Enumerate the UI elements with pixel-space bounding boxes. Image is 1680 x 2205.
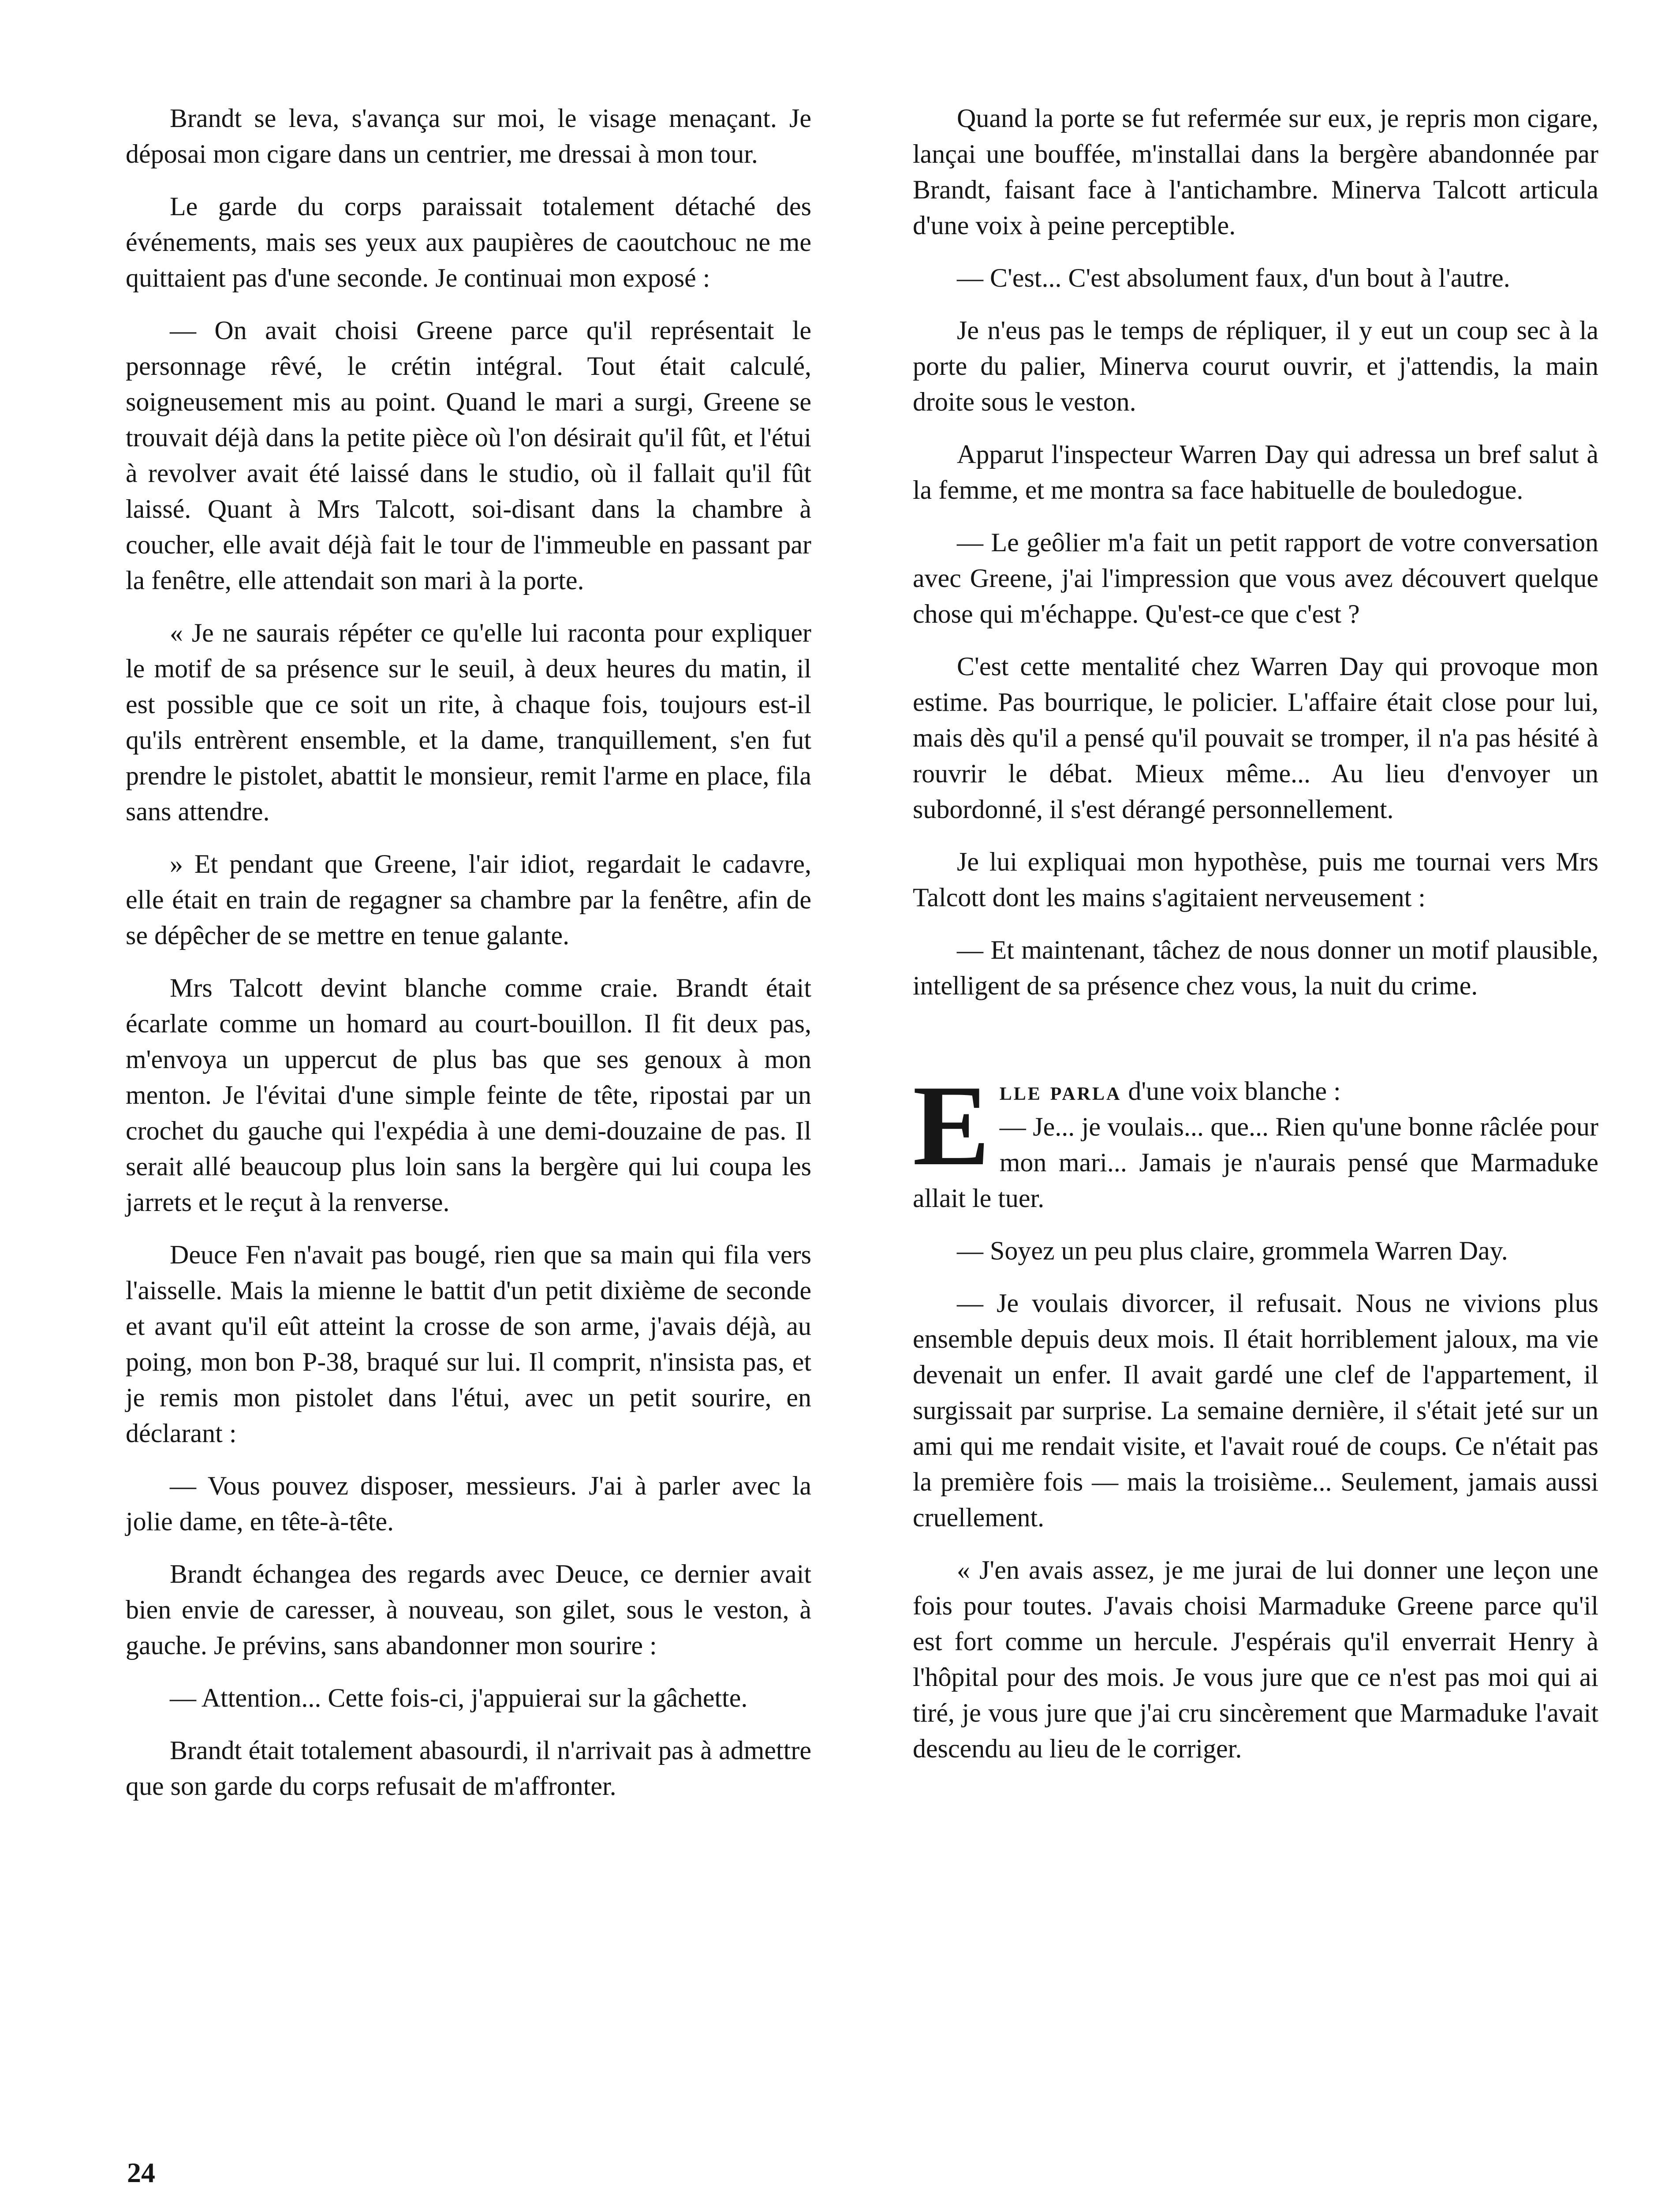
right-column	[913, 101, 1598, 1783]
paragraph: — Le geôlier m'a fait un petit rapport de votre conversation avec Greene, j'ai l'impression que vous avez découvert quelque chose qui m'échappe. Qu'est-ce que c'est ?	[913, 528, 1598, 628]
section-break	[913, 1020, 1598, 1073]
paragraph: « Je ne saurais répéter ce qu'elle lui raconta pour expliquer le motif de sa présence sur le seuil, à deux heures du matin, il est possible que ce soit un rite, à chaque fois, toujours est-il qu'ils entrèrent ensemble, et la dame, tranquillement, s'en fut prendre le pistolet, abattit le monsieur, remit l'arme en place, fila sans attendre.	[126, 618, 811, 826]
paragraph: Brandt échangea des regards avec Deuce, ce dernier avait bien envie de caresser, à nouveau, son gilet, sous le veston, à gauche. Je prévins, sans abandonner mon sourire :	[126, 1559, 811, 1660]
paragraph: — Je voulais divorcer, il refusait. Nous ne vivions plus ensemble depuis deux mois. Il était horriblement jaloux, ma vie devenait un enfer. Il avait gardé une clef de l'appartement, il surgissait par surprise. La semaine dernière, il s'était jeté sur un ami qui me rendait visite, et l'avait roué de coups. Ce n'était pas la première fois — mais la troisième... Seulement, jamais aussi cruellement.	[913, 1289, 1598, 1532]
paragraph: Le garde du corps paraissait totalement détaché des événements, mais ses yeux aux paupières de caoutchouc ne me quittaient pas d'une seconde. Je continuai mon exposé :	[126, 192, 811, 292]
lead-in-smallcaps: lle parla	[999, 1076, 1122, 1106]
paragraph: C'est cette mentalité chez Warren Day qui provoque mon estime. Pas bourrique, le policier. L'affaire était close pour lui, mais dès qu'il a pensé qu'il pouvait se tromper, il n'a pas hésité à rouvrir le débat. Mieux même... Au lieu d'envoyer un subordonné, il s'est dérangé personnellement.	[913, 652, 1598, 824]
paragraph: — Et maintenant, tâchez de nous donner un motif plausible, intelligent de sa présence chez vous, la nuit du crime.	[913, 935, 1598, 1000]
drop-cap: E	[913, 1061, 990, 1189]
first-dialogue: — Je... je voulais... que... Rien qu'une bonne râclée pour mon mari... Jamais je n'aurais pensé que Marmaduke allait le tuer.	[913, 1112, 1598, 1213]
paragraph: — Attention... Cette fois-ci, j'appuierai sur la gâchette.	[170, 1683, 748, 1712]
paragraph: Apparut l'inspecteur Warren Day qui adressa un bref salut à la femme, et me montra sa face habituelle de bouledogue.	[913, 440, 1598, 505]
paragraph: Quand la porte se fut refermée sur eux, je repris mon cigare, lançai une bouffée, m'installai dans la bergère abandonnée par Brandt, faisant face à l'antichambre. Minerva Talcott articula d'une voix à peine perceptible.	[913, 104, 1598, 240]
paragraph: — Soyez un peu plus claire, grommela Warren Day.	[957, 1236, 1508, 1265]
section-opening-paragraph	[913, 1061, 1598, 1216]
paragraph: » Et pendant que Greene, l'air idiot, regardait le cadavre, elle était en train de regagner sa chambre par la fenêtre, afin de se dépêcher de se mettre en tenue galante.	[126, 849, 811, 950]
paragraph: — Vous pouvez disposer, messieurs. J'ai à parler avec la jolie dame, en tête-à-tête.	[126, 1471, 811, 1536]
paragraph: Deuce Fen n'avait pas bougé, rien que sa main qui fila vers l'aisselle. Mais la mienne le battit d'un petit dixième de seconde et avant qu'il eût atteint la crosse de son arme, j'avais déjà, au poing, mon bon P-38, braqué sur lui. Il comprit, n'insista pas, et je remis mon pistolet dans l'étui, avec un petit sourire, en déclarant :	[126, 1240, 811, 1448]
paragraph: Je lui expliquai mon hypothèse, puis me tournai vers Mrs Talcott dont les mains s'agitaient nerveusement :	[913, 847, 1598, 912]
paragraph: — C'est... C'est absolument faux, d'un bout à l'autre.	[957, 263, 1510, 292]
paragraph: Mrs Talcott devint blanche comme craie. Brandt était écarlate comme un homard au court-bouillon. Il fit deux pas, m'envoya un uppercut de plus bas que ses genoux à mon menton. Je l'évitai d'une simple feinte de tête, ripostai par un crochet du gauche qui l'expédia à une demi-douzaine de pas. Il serait allé beaucoup plus loin sans la bergère qui lui coupa les jarrets et le reçut à la renverse.	[126, 973, 811, 1217]
paragraph: Brandt se leva, s'avança sur moi, le visage menaçant. Je déposai mon cigare dans un centrier, me dressai à mon tour.	[126, 104, 811, 168]
paragraph: Brandt était totalement abasourdi, il n'arrivait pas à admettre que son garde du corps refusait de m'affronter.	[126, 1736, 811, 1801]
paragraph: Je n'eus pas le temps de répliquer, il y eut un coup sec à la porte du palier, Minerva courut ouvrir, et j'attendis, la main droite sous le veston.	[913, 316, 1598, 416]
left-column	[126, 101, 811, 1821]
lead-in-rest: d'une voix blanche :	[1121, 1076, 1341, 1106]
paragraph: — On avait choisi Greene parce qu'il représentait le personnage rêvé, le crétin intégral. Tout était calculé, soigneusement mis au point. Quand le mari a surgi, Greene se trouvait déjà dans la petite pièce où l'on désirait qu'il fût, et l'étui à revolver avait été laissé dans le studio, où il fallait qu'il fût laissé. Quant à Mrs Talcott, soi-disant dans la chambre à coucher, elle avait déjà fait le tour de l'immeuble en passant par la fenêtre, elle attendait son mari à la porte.	[126, 316, 811, 595]
page-number: 24	[127, 2157, 155, 2188]
paragraph: « J'en avais assez, je me jurai de lui donner une leçon une fois pour toutes. J'avais choisi Marmaduke Greene parce qu'il est fort comme un hercule. J'espérais qu'il enverrait Henry à l'hôpital pour des mois. Je vous jure que ce n'est pas moi qui ai tiré, je vous jure que j'ai cru sincèrement que Marmaduke l'avait descendu au lieu de le corriger.	[913, 1555, 1598, 1763]
